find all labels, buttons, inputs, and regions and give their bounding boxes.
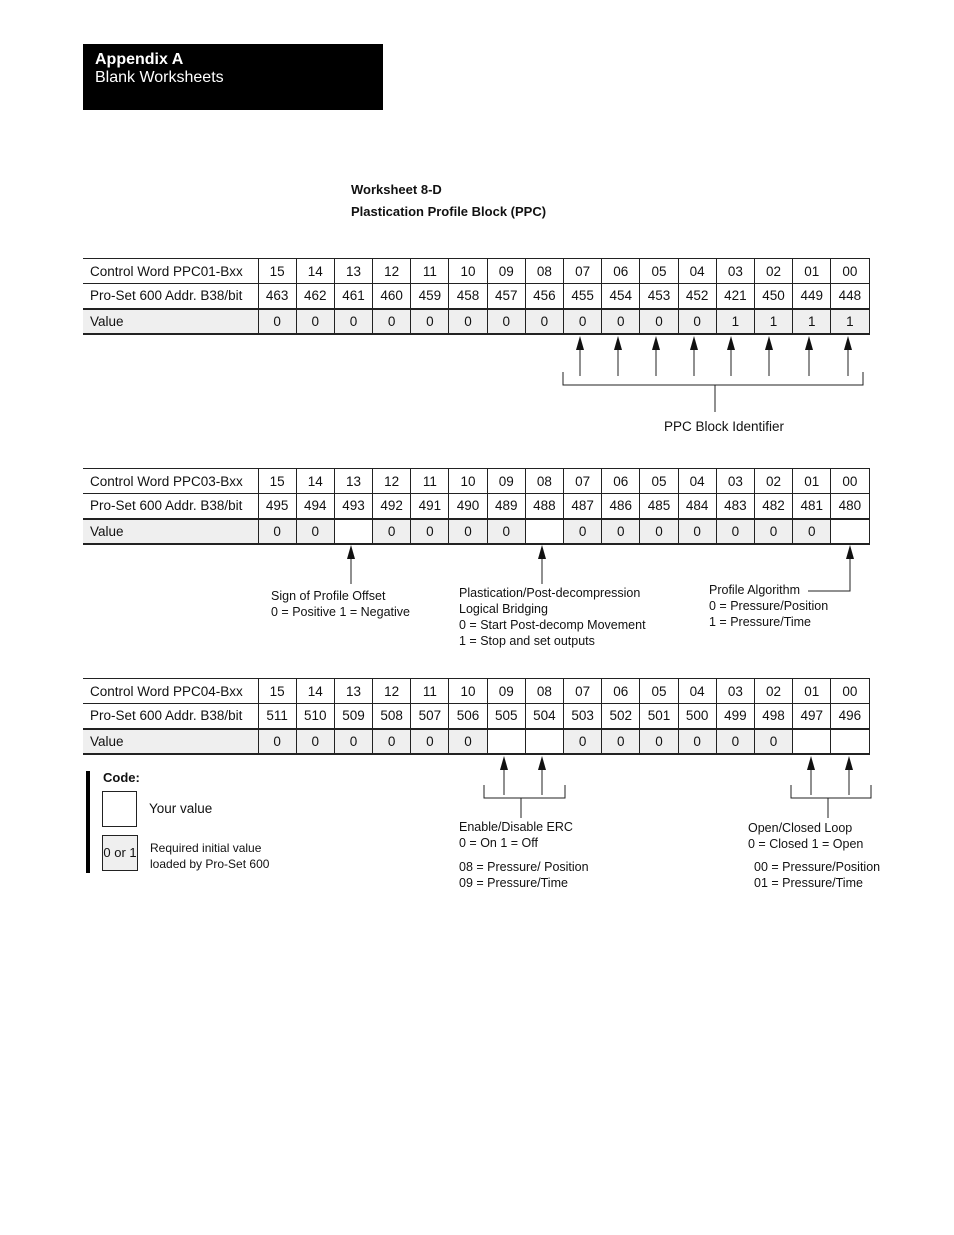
address-cell: 506 [449,704,487,729]
control-word-table-ppc04 [83,678,870,755]
note-line: 00 = Pressure/Position [754,860,881,874]
address-cell: 455 [564,284,602,309]
value-label: Value [83,519,258,544]
bit-number-cell: 07 [564,679,602,704]
control-word-label: Control Word PPC03-Bxx [83,469,258,494]
address-cell: 494 [296,494,334,519]
value-cell: 0 [373,729,411,754]
bit-number-cell: 04 [678,259,716,284]
value-cell[interactable] [334,519,372,544]
bit-number-cell: 05 [640,469,678,494]
appendix-label: Appendix A [95,51,184,68]
enable-erc-note [459,819,573,851]
code-legend-bar [86,771,90,873]
value-cell: 0 [487,309,525,334]
address-cell: 481 [793,494,831,519]
address-cell: 449 [793,284,831,309]
value-cell[interactable] [525,519,563,544]
control-word-label: Control Word PPC04-Bxx [83,679,258,704]
bit-number-cell: 15 [258,259,296,284]
bit-number-cell: 13 [334,469,372,494]
address-cell: 457 [487,284,525,309]
value-cell: 1 [716,309,754,334]
address-cell: 485 [640,494,678,519]
address-cell: 452 [678,284,716,309]
address-cell: 511 [258,704,296,729]
note-line: Required initial value [150,841,262,855]
address-cell: 490 [449,494,487,519]
sign-offset-note [271,588,410,620]
bit-number-cell: 15 [258,469,296,494]
bit-number-cell: 00 [831,469,869,494]
value-cell: 0 [449,309,487,334]
worksheet-title: Plastication Profile Block (PPC) [351,204,547,219]
note-line: loaded by Pro-Set 600 [150,857,270,871]
note-line: Open/Closed Loop [748,821,853,835]
address-cell: 502 [602,704,640,729]
value-cell: 0 [640,729,678,754]
bracket-line [484,785,565,798]
value-cell: 0 [602,729,640,754]
value-cell: 0 [487,519,525,544]
value-cell: 0 [602,309,640,334]
open-closed-loop-note [748,820,863,852]
worksheet-heading [351,179,546,223]
address-cell: 496 [831,704,869,729]
arrowhead [538,545,546,559]
value-cell[interactable] [831,519,869,544]
address-cell: 497 [793,704,831,729]
control-word-table-ppc03 [83,468,870,545]
value-cell: 1 [831,309,869,334]
address-cell: 454 [602,284,640,309]
note-line: 08 = Pressure/ Position [459,860,589,874]
control-word-table-ppc01 [83,258,870,335]
value-cell: 0 [296,519,334,544]
value-cell: 0 [564,729,602,754]
value-cell: 1 [793,309,831,334]
note-line: 0 = Pressure/Position [709,599,829,613]
arrowhead [347,545,355,559]
arrowhead [614,336,622,350]
bit-number-cell: 00 [831,259,869,284]
worksheet-number: Worksheet 8-D [351,182,442,197]
bit-number-cell: 09 [487,469,525,494]
address-cell: 488 [525,494,563,519]
value-cell: 0 [602,519,640,544]
bit-number-cell: 12 [373,259,411,284]
value-cell: 0 [296,309,334,334]
value-cell: 1 [754,309,792,334]
bracket-line [563,372,863,385]
address-cell: 500 [678,704,716,729]
address-label: Pro-Set 600 Addr. B38/bit [83,704,258,729]
address-cell: 486 [602,494,640,519]
address-label: Pro-Set 600 Addr. B38/bit [83,494,258,519]
value-cell: 0 [754,729,792,754]
arrowhead [844,336,852,350]
arrowhead [576,336,584,350]
value-cell[interactable] [793,729,831,754]
bit-number-cell: 06 [602,469,640,494]
note-line: 0 = Start Post-decomp Movement [459,618,646,632]
bit-number-cell: 07 [564,259,602,284]
bit-number-cell: 04 [678,679,716,704]
value-label: Value [83,309,258,334]
bit-number-cell: 08 [525,469,563,494]
bit-number-cell: 01 [793,469,831,494]
arrowhead [805,336,813,350]
note-line: 0 = On 1 = Off [459,836,538,850]
note-line: 0 = Positive 1 = Negative [271,605,410,619]
note-line: Plastication/Post-decompression [459,586,641,600]
address-cell: 461 [334,284,372,309]
address-cell: 493 [334,494,372,519]
required-value-swatch: 0 or 1 [102,835,138,871]
address-cell: 453 [640,284,678,309]
address-cell: 503 [564,704,602,729]
bit-number-cell: 05 [640,679,678,704]
arrowhead [846,545,854,559]
bit-number-cell: 14 [296,469,334,494]
value-cell: 0 [373,309,411,334]
note-line: Enable/Disable ERC [459,820,573,834]
arrowhead [765,336,773,350]
erc-bits-note [459,859,589,891]
value-cell: 0 [640,309,678,334]
bit-number-cell: 02 [754,469,792,494]
value-cell: 0 [678,519,716,544]
bit-number-cell: 02 [754,679,792,704]
address-cell: 456 [525,284,563,309]
address-cell: 460 [373,284,411,309]
appendix-subtitle: Blank Worksheets [95,69,224,86]
your-value-swatch [102,791,137,827]
value-cell: 0 [449,519,487,544]
arrowhead [690,336,698,350]
value-cell: 0 [258,729,296,754]
bit-number-cell: 07 [564,469,602,494]
note-line: 1 = Pressure/Time [709,615,812,629]
value-cell: 0 [754,519,792,544]
required-value-label [150,840,269,872]
address-cell: 448 [831,284,869,309]
note-line: 01 = Pressure/Time [754,876,863,890]
address-cell: 458 [449,284,487,309]
address-cell: 492 [373,494,411,519]
value-cell: 0 [716,729,754,754]
address-cell: 421 [716,284,754,309]
value-cell[interactable] [831,729,869,754]
value-cell: 0 [449,729,487,754]
bit-number-cell: 03 [716,679,754,704]
your-value-label: Your value [149,801,213,816]
value-cell[interactable] [487,729,525,754]
note-line: 0 = Closed 1 = Open [748,837,864,851]
address-cell: 491 [411,494,449,519]
bit-number-cell: 09 [487,259,525,284]
bit-number-cell: 11 [411,679,449,704]
value-cell: 0 [640,519,678,544]
value-cell: 0 [258,309,296,334]
address-cell: 489 [487,494,525,519]
address-cell: 507 [411,704,449,729]
bit-number-cell: 11 [411,469,449,494]
bit-number-cell: 03 [716,259,754,284]
bit-number-cell: 08 [525,679,563,704]
address-cell: 482 [754,494,792,519]
bit-number-cell: 02 [754,259,792,284]
note-line: 09 = Pressure/Time [459,876,568,890]
value-cell: 0 [334,309,372,334]
bit-number-cell: 00 [831,679,869,704]
bit-number-cell: 12 [373,469,411,494]
address-cell: 501 [640,704,678,729]
bit-number-cell: 01 [793,679,831,704]
address-cell: 499 [716,704,754,729]
arrowhead [538,756,546,770]
value-cell[interactable] [525,729,563,754]
address-cell: 498 [754,704,792,729]
arrowhead [652,336,660,350]
appendix-header [83,44,383,110]
value-cell: 0 [296,729,334,754]
bit-number-cell: 11 [411,259,449,284]
address-cell: 510 [296,704,334,729]
arrowhead [807,756,815,770]
address-cell: 495 [258,494,296,519]
note-line: Profile Algorithm [709,583,801,597]
address-cell: 505 [487,704,525,729]
value-cell: 0 [716,519,754,544]
value-cell: 0 [258,519,296,544]
value-cell: 0 [411,729,449,754]
bit-number-cell: 05 [640,259,678,284]
value-cell: 0 [525,309,563,334]
control-word-label: Control Word PPC01-Bxx [83,259,258,284]
bit-number-cell: 10 [449,679,487,704]
value-cell: 0 [678,309,716,334]
address-label: Pro-Set 600 Addr. B38/bit [83,284,258,309]
bit-number-cell: 13 [334,679,372,704]
bit-number-cell: 13 [334,259,372,284]
bit-number-cell: 08 [525,259,563,284]
value-cell: 0 [793,519,831,544]
value-cell: 0 [334,729,372,754]
bit-number-cell: 09 [487,679,525,704]
value-cell: 0 [411,519,449,544]
address-cell: 480 [831,494,869,519]
code-legend-title: Code: [103,770,140,785]
value-cell: 0 [678,729,716,754]
bit-number-cell: 06 [602,259,640,284]
bit-number-cell: 06 [602,679,640,704]
value-label: Value [83,729,258,754]
address-cell: 463 [258,284,296,309]
address-cell: 487 [564,494,602,519]
bracket-line [791,785,871,798]
address-cell: 483 [716,494,754,519]
bit-number-cell: 15 [258,679,296,704]
bit-number-cell: 03 [716,469,754,494]
note-line: 1 = Stop and set outputs [459,634,595,648]
address-cell: 484 [678,494,716,519]
address-cell: 459 [411,284,449,309]
profile-algorithm-note [709,582,828,630]
bit-number-cell: 10 [449,259,487,284]
arrowhead [727,336,735,350]
note-line: Logical Bridging [459,602,548,616]
bit-number-cell: 14 [296,259,334,284]
address-cell: 509 [334,704,372,729]
arrowhead [500,756,508,770]
address-cell: 504 [525,704,563,729]
value-cell: 0 [564,519,602,544]
bit-number-cell: 04 [678,469,716,494]
address-cell: 508 [373,704,411,729]
value-cell: 0 [411,309,449,334]
ppc-block-identifier-label: PPC Block Identifier [664,419,785,434]
value-cell: 0 [564,309,602,334]
bit-number-cell: 10 [449,469,487,494]
bit-number-cell: 01 [793,259,831,284]
address-cell: 462 [296,284,334,309]
note-line: Sign of Profile Offset [271,589,386,603]
plastication-note [459,585,646,649]
bit-number-cell: 14 [296,679,334,704]
bit-number-cell: 12 [373,679,411,704]
arrowhead [845,756,853,770]
address-cell: 450 [754,284,792,309]
loop-bits-note [754,859,880,891]
value-cell: 0 [373,519,411,544]
